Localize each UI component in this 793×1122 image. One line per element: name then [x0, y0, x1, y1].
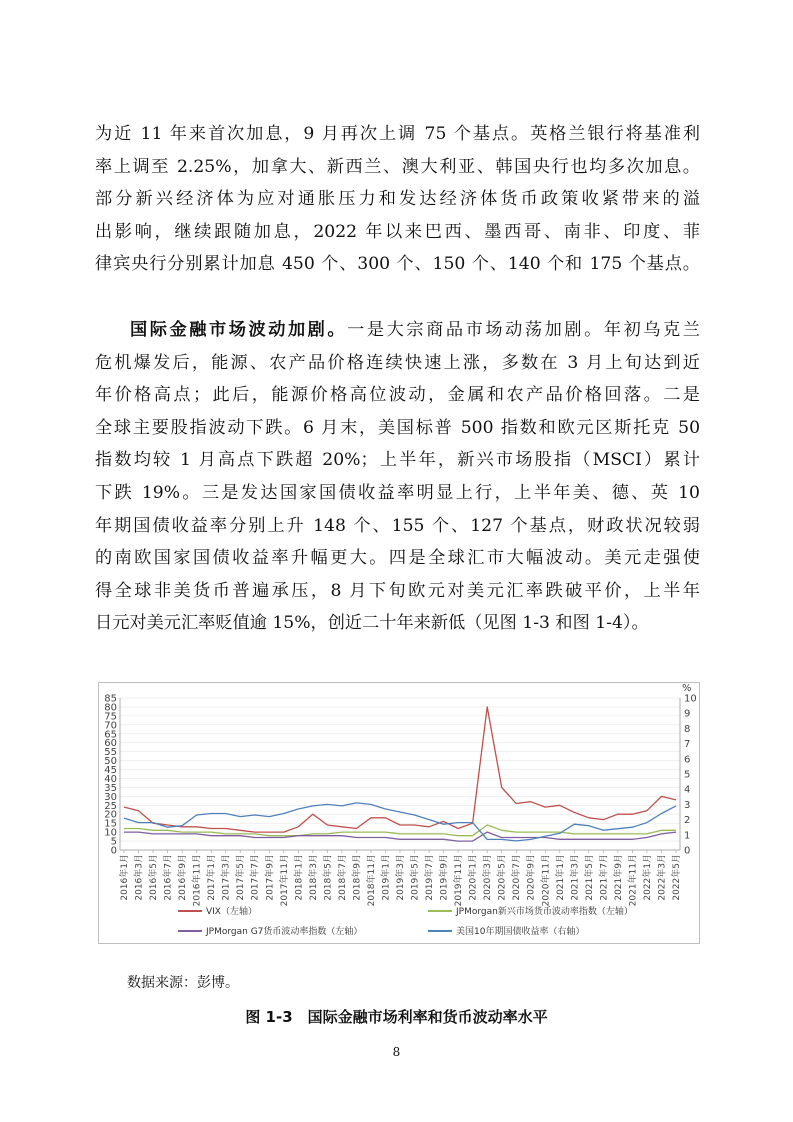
x-axis-tick-label: 2021年11月 [628, 854, 639, 907]
legend-label: VIX（左轴） [206, 907, 257, 917]
legend-label: JPMorgan新兴市场货币波动率指数（左轴） [456, 907, 633, 917]
x-axis-tick-label: 2017年7月 [250, 854, 261, 901]
text-line: 为近 11 年来首次加息，9 月再次上调 75 个基点。英格兰银行将基准利 [95, 124, 700, 144]
right-axis-tick-label: 4 [684, 784, 691, 796]
left-axis-tick-label: 80 [104, 702, 117, 714]
text-line: 日元对美元汇率贬值逾 15%，创近二十年来新低（见图 1-3 和图 1-4）。 [95, 613, 649, 634]
x-axis-tick-label: 2019年11月 [454, 854, 465, 907]
x-axis-tick-label: 2020年3月 [483, 854, 494, 901]
x-axis-tick-label: 2016年1月 [120, 854, 130, 901]
left-axis-tick-label: 60 [104, 738, 117, 750]
right-axis-unit-label: % [682, 683, 692, 694]
page-number: 8 [392, 1045, 401, 1059]
x-axis-tick-label: 2022年5月 [672, 854, 682, 901]
left-axis-tick-label: 10 [104, 827, 117, 839]
text-line: 出影响，继续跟随加息，2022 年以来巴西、墨西哥、南非、印度、菲 [95, 221, 700, 242]
x-axis-tick-label: 2021年3月 [570, 854, 581, 901]
x-axis-tick-label: 2020年11月 [541, 854, 552, 907]
x-axis-tick-label: 2020年9月 [526, 854, 537, 901]
x-axis-tick-label: 2021年9月 [613, 854, 624, 901]
x-axis-tick-label: 2019年3月 [396, 854, 406, 901]
text-line [95, 314, 700, 347]
left-axis-tick-label: 65 [104, 729, 117, 741]
x-axis-tick-label: 2018年5月 [323, 854, 334, 901]
text-line: 全球主要股指波动下跌。6 月末，美国标普 500 指数和欧元区斯托克 50 [95, 417, 700, 438]
right-axis-tick-label: 6 [684, 754, 691, 766]
left-axis-tick-label: 20 [104, 809, 117, 821]
left-axis-tick-label: 50 [104, 756, 117, 768]
right-axis-tick-label: 9 [684, 708, 691, 720]
text-line: 指数均较 1 月高点下跌超 20%；上半年，新兴市场股指（MSCI）累计 [95, 450, 700, 471]
figure-caption: 图 1-3 国际金融市场利率和货币波动率水平 [245, 1008, 548, 1026]
right-axis-tick-label: 7 [684, 739, 691, 751]
text-span: 一是大宗商品市场动荡加剧。年初乌克兰 [347, 320, 700, 340]
left-axis-tick-label: 70 [104, 720, 117, 732]
right-axis-tick-label: 0 [684, 845, 691, 857]
x-axis-tick-label: 2017年11月 [279, 854, 290, 907]
text-line: 律宾央行分别累计加息 450 个、300 个、150 个、140 个和 175 个基点。 [95, 254, 700, 275]
x-axis-tick-label: 2017年9月 [265, 854, 276, 901]
x-axis-tick-label: 2018年11月 [366, 854, 377, 907]
legend-label: JPMorgan G7货币波动率指数（左轴） [206, 927, 363, 937]
right-axis-tick-label: 3 [684, 799, 691, 811]
x-axis-tick-label: 2016年9月 [178, 854, 189, 901]
left-axis-tick-label: 75 [104, 711, 117, 723]
x-axis-tick-label: 2016年7月 [163, 854, 174, 901]
right-axis-tick-label: 5 [684, 769, 691, 781]
left-axis-tick-label: 40 [104, 773, 117, 785]
x-axis-tick-label: 2021年1月 [555, 854, 566, 901]
right-axis-tick-label: 2 [684, 815, 691, 827]
x-axis-tick-label: 2020年7月 [512, 854, 523, 901]
x-axis-tick-label: 2016年3月 [134, 854, 145, 901]
text-line: 部分新兴经济体为应对通胀压力和发达经济体货币政策收紧带来的溢 [95, 189, 700, 210]
paragraph-lead: 国际金融市场波动加剧。 [130, 320, 348, 340]
left-axis-tick-label: 45 [104, 765, 117, 777]
left-axis-tick-label: 85 [104, 693, 117, 705]
x-axis-tick-label: 2022年1月 [642, 854, 653, 901]
text-line: 年价格高点；此后，能源价格高位波动，金属和农产品价格回落。二是 [95, 385, 700, 406]
left-axis-tick-label: 0 [110, 845, 117, 857]
x-axis-tick-label: 2021年7月 [599, 854, 610, 901]
paragraph-1 [95, 118, 700, 281]
text-line: 率上调至 2.25%，加拿大、新西兰、澳大利亚、韩国央行也均多次加息。 [95, 156, 700, 177]
x-axis-tick-label: 2018年1月 [294, 854, 305, 901]
x-axis-tick-label: 2017年1月 [207, 854, 218, 901]
chart-frame [99, 683, 700, 944]
line-chart [98, 682, 700, 944]
text-line: 得全球非美货币普遍承压，8 月下旬欧元对美元汇率跌破平价，上半年 [95, 580, 700, 601]
right-axis-tick-label: 1 [684, 830, 691, 842]
x-axis-tick-label: 2021年5月 [584, 854, 595, 901]
legend-label: 美国10年期国债收益率（右轴） [456, 927, 585, 937]
x-axis-tick-label: 2019年5月 [410, 854, 421, 901]
right-axis-tick-label: 10 [684, 693, 697, 705]
left-axis-tick-label: 25 [104, 800, 117, 812]
text-line: 危机爆发后，能源、农产品价格连续快速上涨，多数在 3 月上旬达到近 [95, 352, 700, 373]
right-axis-tick-label: 8 [684, 723, 691, 735]
text-line: 年期国债收益率分别上升 148 个、155 个、127 个基点，财政状况较弱 [95, 515, 700, 536]
x-axis-tick-label: 2017年3月 [221, 854, 232, 901]
left-axis-tick-label: 15 [104, 818, 117, 830]
data-source-note: 数据来源：彭博。 [127, 975, 239, 991]
x-axis-tick-label: 2020年5月 [497, 854, 508, 901]
left-axis-tick-label: 5 [110, 836, 117, 848]
x-axis-tick-label: 2020年1月 [468, 854, 479, 901]
left-axis-tick-label: 55 [104, 747, 117, 759]
x-axis-tick-label: 2019年9月 [439, 854, 450, 901]
x-axis-tick-label: 2018年9月 [352, 854, 363, 901]
paragraph-2 [95, 314, 700, 640]
x-axis-tick-label: 2018年7月 [337, 854, 348, 901]
text-line: 的南欧国家国债收益率升幅更大。四是全球汇市大幅波动。美元走强使 [95, 548, 700, 569]
x-axis-tick-label: 2016年5月 [149, 854, 160, 901]
x-axis-tick-label: 2016年11月 [192, 854, 203, 907]
left-axis-tick-label: 30 [104, 791, 117, 803]
x-axis-tick-label: 2022年3月 [657, 854, 668, 901]
x-axis-tick-label: 2018年3月 [308, 854, 319, 901]
left-axis-tick-label: 35 [104, 782, 117, 794]
x-axis-tick-label: 2019年1月 [381, 854, 392, 901]
text-line: 下跌 19%。三是发达国家国债收益率明显上行，上半年美、德、英 10 [95, 482, 700, 503]
x-axis-tick-label: 2019年7月 [425, 854, 436, 901]
x-axis-tick-label: 2017年5月 [236, 854, 247, 901]
